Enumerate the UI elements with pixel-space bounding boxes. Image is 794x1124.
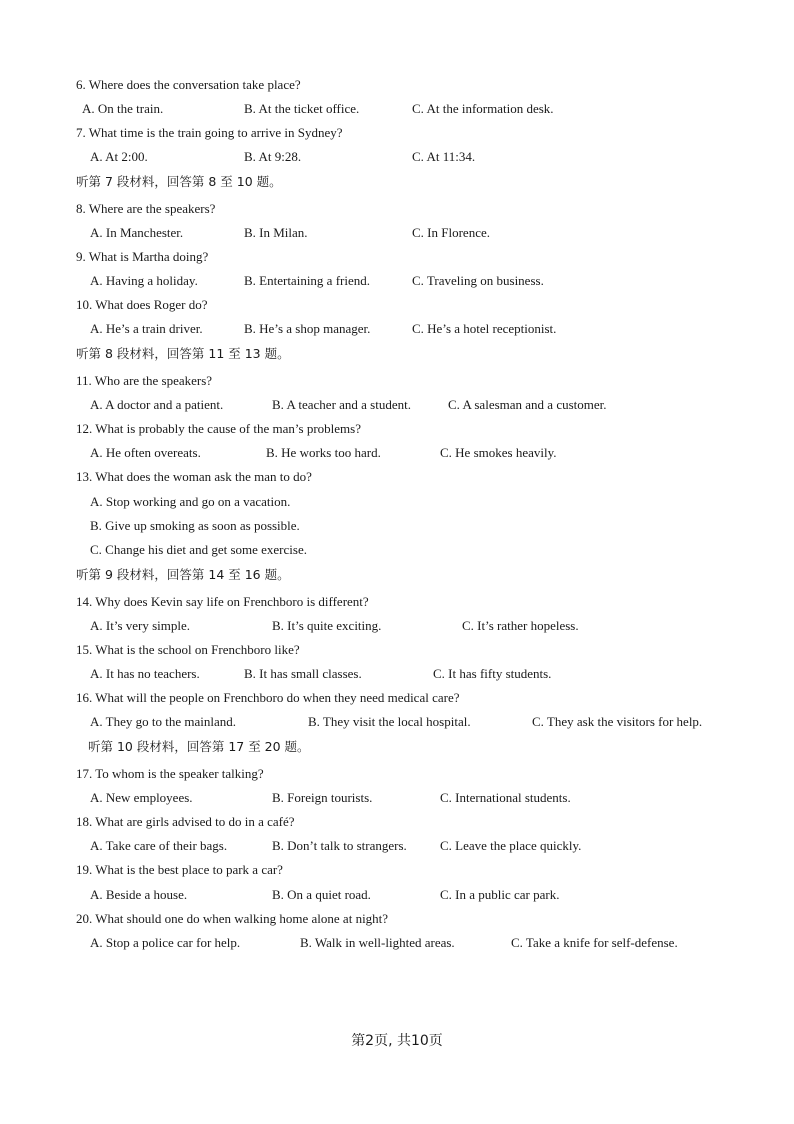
question-8-option-c: C. In Florence. (412, 225, 490, 240)
question-13-option-a: A. Stop working and go on a vacation. (90, 494, 291, 509)
question-13-option-c: C. Change his diet and get some exercise. (90, 542, 307, 557)
question-7-option-a: A. At 2:00. (90, 149, 148, 164)
question-15-stem: 15. What is the school on Frenchboro like? (76, 642, 300, 657)
question-9-option-c: C. Traveling on business. (412, 273, 544, 288)
question-8-option-b: B. In Milan. (244, 225, 308, 240)
question-20-option-a: A. Stop a police car for help. (90, 935, 241, 950)
question-6-option-c: C. At the information desk. (412, 101, 554, 116)
question-11-stem: 11. Who are the speakers? (76, 373, 213, 388)
question-19-option-b: B. On a quiet road. (272, 887, 371, 902)
question-9-option-b: B. Entertaining a friend. (244, 273, 370, 288)
question-16-option-c: C. They ask the visitors for help. (532, 714, 703, 729)
question-11-option-b: B. A teacher and a student. (272, 397, 411, 412)
question-18-option-a: A. Take care of their bags. (90, 838, 228, 853)
question-17-stem: 17. To whom is the speaker talking? (76, 766, 264, 781)
question-10-option-b: B. He’s a shop manager. (244, 321, 371, 336)
question-8-option-a: A. In Manchester. (90, 225, 184, 240)
question-19-option-a: A. Beside a house. (90, 887, 188, 902)
question-19-stem: 19. What is the best place to park a car? (76, 862, 283, 877)
section-10-instruction: 听第 10 段材料，回答第 17 至 20 题。 (88, 739, 310, 754)
question-6-option-a: A. On the train. (82, 101, 164, 116)
question-10-stem: 10. What does Roger do? (76, 297, 208, 312)
question-15-option-a: A. It has no teachers. (90, 666, 200, 681)
question-6-option-b: B. At the ticket office. (244, 101, 360, 116)
question-7-stem: 7. What time is the train going to arrive in Sydney? (76, 125, 343, 140)
question-16-option-a: A. They go to the mainland. (90, 714, 236, 729)
question-20-option-b: B. Walk in well-lighted areas. (300, 935, 455, 950)
question-18-stem: 18. What are girls advised to do in a café? (76, 814, 295, 829)
question-6-stem: 6. Where does the conversation take place? (76, 77, 301, 92)
page-number: 第2页, 共10页 (351, 1033, 443, 1049)
question-11-option-a: A. A doctor and a patient. (90, 397, 224, 412)
question-17-option-c: C. International students. (440, 790, 571, 805)
question-8-stem: 8. Where are the speakers? (76, 201, 216, 216)
question-12-stem: 12. What is probably the cause of the man’s problems? (76, 421, 361, 436)
question-9-option-a: A. Having a holiday. (90, 273, 198, 288)
question-13-stem: 13. What does the woman ask the man to do? (76, 469, 312, 484)
question-20-stem: 20. What should one do when walking home alone at night? (76, 911, 389, 926)
question-19-option-c: C. In a public car park. (440, 887, 560, 902)
question-14-option-a: A. It’s very simple. (90, 618, 191, 633)
section-8-instruction: 听第 8 段材料，回答第 11 至 13 题。 (76, 346, 290, 361)
question-17-option-b: B. Foreign tourists. (272, 790, 373, 805)
question-10-option-a: A. He’s a train driver. (90, 321, 203, 336)
question-18-option-c: C. Leave the place quickly. (440, 838, 582, 853)
question-14-option-c: C. It’s rather hopeless. (462, 618, 579, 633)
question-18-option-b: B. Don’t talk to strangers. (272, 838, 407, 853)
question-7-option-c: C. At 11:34. (412, 149, 476, 164)
question-15-option-c: C. It has fifty students. (433, 666, 552, 681)
question-12-option-b: B. He works too hard. (266, 445, 381, 460)
question-7-option-b: B. At 9:28. (244, 149, 302, 164)
question-11-option-c: C. A salesman and a customer. (448, 397, 607, 412)
question-12-option-c: C. He smokes heavily. (440, 445, 557, 460)
question-16-option-b: B. They visit the local hospital. (308, 714, 471, 729)
section-9-instruction: 听第 9 段材料，回答第 14 至 16 题。 (76, 567, 290, 582)
question-15-option-b: B. It has small classes. (244, 666, 362, 681)
section-7-instruction: 听第 7 段材料，回答第 8 至 10 题。 (76, 174, 282, 189)
question-17-option-a: A. New employees. (90, 790, 193, 805)
question-14-option-b: B. It’s quite exciting. (272, 618, 382, 633)
question-13-option-b: B. Give up smoking as soon as possible. (90, 518, 300, 533)
question-16-stem: 16. What will the people on Frenchboro do when they need medical care? (76, 690, 460, 705)
question-10-option-c: C. He’s a hotel receptionist. (412, 321, 557, 336)
question-12-option-a: A. He often overeats. (90, 445, 201, 460)
question-14-stem: 14. Why does Kevin say life on Frenchboro is different? (76, 594, 369, 609)
question-9-stem: 9. What is Martha doing? (76, 249, 209, 264)
question-20-option-c: C. Take a knife for self-defense. (511, 935, 678, 950)
